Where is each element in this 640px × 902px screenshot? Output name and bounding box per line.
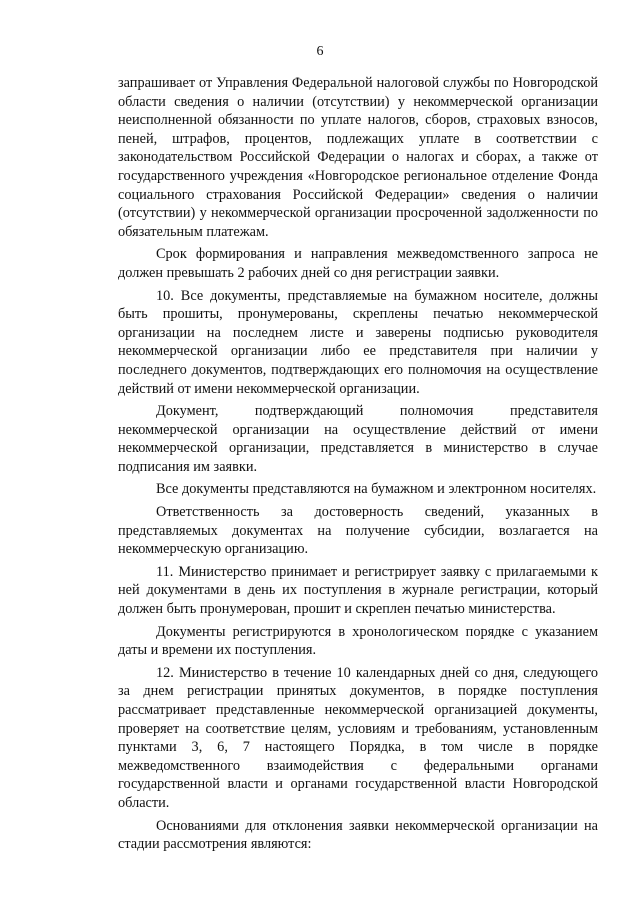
paragraph-rejection-grounds: Основаниями для отклонения заявки некоммерческой организации на стадии рассмотрения являются: (118, 817, 598, 853)
paragraph-item-11: 11. Министерство принимает и регистрирует заявку с прилагаемыми к ней документами в день их поступления в журнале регистрации, который должен быть пронумерован, прошит и скреплен печатью министерства. (118, 563, 598, 618)
paragraph-responsibility: Ответственность за достоверность сведений, указанных в представляемых документах на получение субсидии, возлагается на некоммерческую организацию. (118, 504, 598, 558)
paragraph-representative-document: Документ, подтверждающий полномочия представителя некоммерческой организации на осуществление действий от имени некоммерческой организации, представляется в министерство в случае подписания им заявки. (118, 403, 598, 475)
paragraph-item-12: 12. Министерство в течение 10 календарных дней со дня, следующего за днем регистрации принятых документов, в порядке поступления рассматривает представленные некоммерческой организацией документы, проверяет на соответствие целям, условиям и требованиям, установленным пунктами 3, 6, 7 настоящего Порядка, в том числе в порядке межведомственного взаимодействия с федеральными органами государственной власти и органами государственной власти Новгородской области. (118, 664, 598, 811)
paragraph-request-deadline: Срок формирования и направления межведомственного запроса не должен превышать 2 рабочих дней со дня регистрации заявки. (118, 246, 598, 281)
paragraph-document-carriers: Все документы представляются на бумажном и электронном носителях. (156, 481, 597, 498)
page-number: 6 (316, 44, 324, 59)
document-body (118, 74, 598, 854)
paragraph-item-10: 10. Все документы, представляемые на бумажном носителе, должны быть прошиты, пронумерованы, скреплены печатью некоммерческой организации на последнем листе и заверены подписью руководителя некоммерческой организации либо ее представителя при наличии у последнего документов, подтверждающих его полномочия на осуществление действий от имени некоммерческой организации. (118, 287, 598, 397)
paragraph-chronological-registration: Документы регистрируются в хронологическом порядке с указанием даты и времени их поступления. (118, 623, 598, 659)
paragraph-request-continuation: запрашивает от Управления Федеральной налоговой службы по Новгородской области сведения о наличии (отсутствии) у некоммерческой организации неисполненной обязанности по уплате налогов, сборов, страховых взносов, пеней, штрафов, процентов, подлежащих уплате в соответствии с законодательством Российской Федерации о налогах и сборах, а также от государственного учреждения «Новгородское региональное отделение Фонда социального страхования Российской Федерации» сведения о наличии (отсутствии) у некоммерческой организации просроченной задолженности по обязательным платежам. (118, 75, 598, 240)
